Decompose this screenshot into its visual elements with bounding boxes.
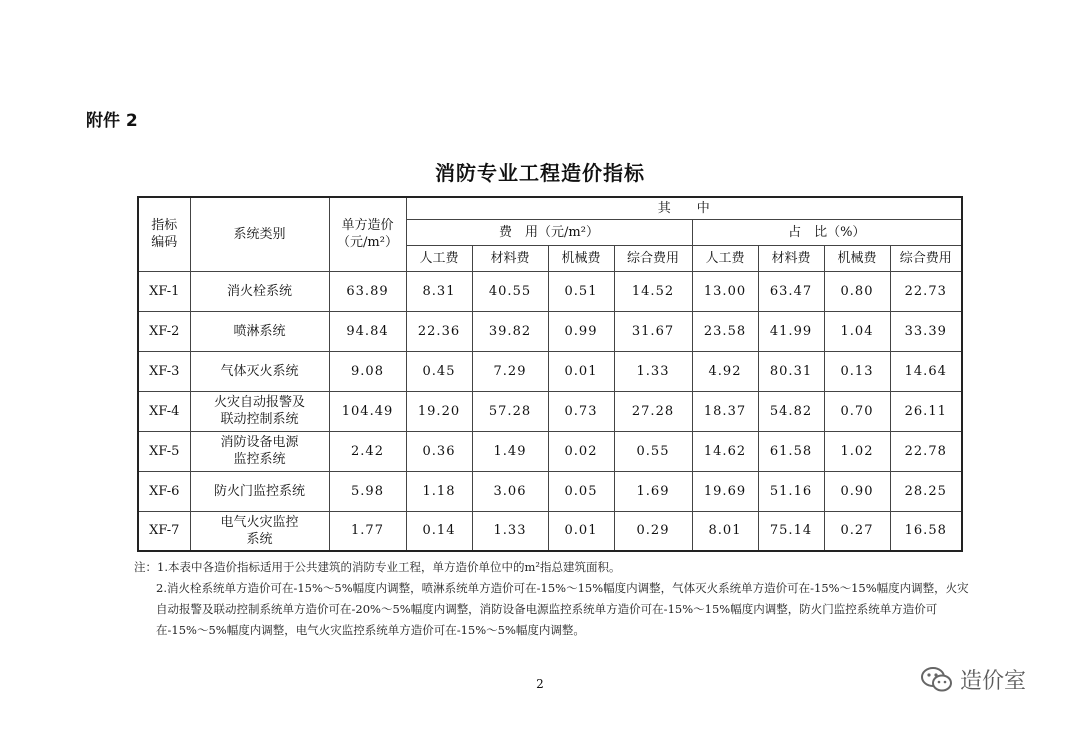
table-row bbox=[138, 471, 962, 511]
cell-value: 31.67 bbox=[614, 311, 692, 351]
cell-value: 26.11 bbox=[890, 391, 962, 431]
cell-value: 57.28 bbox=[472, 391, 548, 431]
cell-value: 0.45 bbox=[406, 351, 472, 391]
cell-value: 51.16 bbox=[758, 471, 824, 511]
cell-value: 14.62 bbox=[692, 431, 758, 471]
header-cost-group: 费 用（元/m²） bbox=[406, 219, 692, 245]
table-row bbox=[138, 311, 962, 351]
cell-value: 1.69 bbox=[614, 471, 692, 511]
header-col-material: 材料费 bbox=[472, 245, 548, 271]
header-col-machinery: 机械费 bbox=[548, 245, 614, 271]
cell-value: 8.31 bbox=[406, 271, 472, 311]
cell-value: 18.37 bbox=[692, 391, 758, 431]
cell-value: 22.78 bbox=[890, 431, 962, 471]
row-unit-cost: 9.08 bbox=[329, 351, 406, 391]
cell-value: 1.49 bbox=[472, 431, 548, 471]
cell-value: 23.58 bbox=[692, 311, 758, 351]
cell-value: 0.36 bbox=[406, 431, 472, 471]
row-unit-cost: 104.49 bbox=[329, 391, 406, 431]
cell-value: 22.73 bbox=[890, 271, 962, 311]
cell-value: 7.29 bbox=[472, 351, 548, 391]
row-category: 消防设备电源 监控系统 bbox=[190, 431, 329, 471]
cell-value: 39.82 bbox=[472, 311, 548, 351]
row-category: 电气火灾监控 系统 bbox=[190, 511, 329, 551]
row-unit-cost: 5.98 bbox=[329, 471, 406, 511]
cell-value: 28.25 bbox=[890, 471, 962, 511]
row-category: 火灾自动报警及 联动控制系统 bbox=[190, 391, 329, 431]
cell-value: 22.36 bbox=[406, 311, 472, 351]
cell-value: 40.55 bbox=[472, 271, 548, 311]
table-notes bbox=[134, 557, 974, 641]
header-col-material-ratio: 材料费 bbox=[758, 245, 824, 271]
page-number: 2 bbox=[536, 677, 544, 691]
cell-value: 1.04 bbox=[824, 311, 890, 351]
cell-value: 80.31 bbox=[758, 351, 824, 391]
row-unit-cost: 94.84 bbox=[329, 311, 406, 351]
table-row bbox=[138, 351, 962, 391]
cell-value: 0.05 bbox=[548, 471, 614, 511]
cell-value: 75.14 bbox=[758, 511, 824, 551]
header-category: 系统类别 bbox=[190, 197, 329, 271]
header-among: 其 中 bbox=[406, 197, 962, 219]
cell-value: 0.02 bbox=[548, 431, 614, 471]
header-col-labor-ratio: 人工费 bbox=[692, 245, 758, 271]
header-code: 指标 编码 bbox=[138, 197, 190, 271]
row-category: 消火栓系统 bbox=[190, 271, 329, 311]
header-ratio-group: 占 比（%） bbox=[692, 219, 962, 245]
row-code: XF-6 bbox=[138, 471, 190, 511]
cell-value: 14.52 bbox=[614, 271, 692, 311]
cell-value: 0.14 bbox=[406, 511, 472, 551]
table-row bbox=[138, 271, 962, 311]
cell-value: 1.33 bbox=[472, 511, 548, 551]
header-unit-cost: 单方造价 （元/m²） bbox=[329, 197, 406, 271]
cell-value: 14.64 bbox=[890, 351, 962, 391]
row-code: XF-3 bbox=[138, 351, 190, 391]
row-code: XF-5 bbox=[138, 431, 190, 471]
row-code: XF-1 bbox=[138, 271, 190, 311]
cell-value: 33.39 bbox=[890, 311, 962, 351]
document-title: 消防专业工程造价指标 bbox=[435, 161, 645, 185]
cell-value: 0.99 bbox=[548, 311, 614, 351]
row-unit-cost: 2.42 bbox=[329, 431, 406, 471]
header-col-overall: 综合费用 bbox=[614, 245, 692, 271]
cell-value: 19.20 bbox=[406, 391, 472, 431]
row-code: XF-2 bbox=[138, 311, 190, 351]
cell-value: 13.00 bbox=[692, 271, 758, 311]
cell-value: 0.29 bbox=[614, 511, 692, 551]
cell-value: 1.02 bbox=[824, 431, 890, 471]
watermark bbox=[920, 664, 1026, 695]
row-unit-cost: 1.77 bbox=[329, 511, 406, 551]
watermark-text: 造价室 bbox=[960, 669, 1027, 694]
cell-value: 0.13 bbox=[824, 351, 890, 391]
cell-value: 0.01 bbox=[548, 511, 614, 551]
cell-value: 0.01 bbox=[548, 351, 614, 391]
cell-value: 1.33 bbox=[614, 351, 692, 391]
table-row bbox=[138, 431, 962, 471]
cell-value: 0.80 bbox=[824, 271, 890, 311]
wechat-icon bbox=[920, 665, 954, 695]
note-1: 注：1.本表中各造价指标适用于公共建筑的消防专业工程，单方造价单位中的m²指总建筑面积。 bbox=[134, 560, 621, 574]
attachment-label: 附件 2 bbox=[86, 111, 138, 131]
cell-value: 1.18 bbox=[406, 471, 472, 511]
cell-value: 0.90 bbox=[824, 471, 890, 511]
table-row bbox=[138, 391, 962, 431]
note-2: 2.消火栓系统单方造价可在-15%～5%幅度内调整，喷淋系统单方造价可在-15%～15%幅度内调整，气体灭火系统单方造价可在-15%～15%幅度内调整，火灾自动报警及联动控制系统单方造价可在-20%～5%幅度内调整，消防设备电源监控系统单方造价可在-15%～15%幅度内调整，防火门监控系统单方造价可在-15%～5%幅度内调整，电气火灾监控系统单方造价可在-15%～5%幅度内调整。 bbox=[156, 581, 969, 637]
cell-value: 3.06 bbox=[472, 471, 548, 511]
header-col-machinery-ratio: 机械费 bbox=[824, 245, 890, 271]
cell-value: 54.82 bbox=[758, 391, 824, 431]
header-col-labor: 人工费 bbox=[406, 245, 472, 271]
cell-value: 0.73 bbox=[548, 391, 614, 431]
row-code: XF-4 bbox=[138, 391, 190, 431]
cell-value: 19.69 bbox=[692, 471, 758, 511]
row-category: 喷淋系统 bbox=[190, 311, 329, 351]
cell-value: 27.28 bbox=[614, 391, 692, 431]
cell-value: 63.47 bbox=[758, 271, 824, 311]
cell-value: 41.99 bbox=[758, 311, 824, 351]
cell-value: 16.58 bbox=[890, 511, 962, 551]
cell-value: 8.01 bbox=[692, 511, 758, 551]
row-category: 气体灭火系统 bbox=[190, 351, 329, 391]
row-code: XF-7 bbox=[138, 511, 190, 551]
cell-value: 0.51 bbox=[548, 271, 614, 311]
cell-value: 0.55 bbox=[614, 431, 692, 471]
cell-value: 0.27 bbox=[824, 511, 890, 551]
row-unit-cost: 63.89 bbox=[329, 271, 406, 311]
cell-value: 61.58 bbox=[758, 431, 824, 471]
cell-value: 4.92 bbox=[692, 351, 758, 391]
cost-index-table bbox=[137, 196, 963, 552]
table-row bbox=[138, 511, 962, 551]
row-category: 防火门监控系统 bbox=[190, 471, 329, 511]
header-col-overall-ratio: 综合费用 bbox=[890, 245, 962, 271]
cell-value: 0.70 bbox=[824, 391, 890, 431]
